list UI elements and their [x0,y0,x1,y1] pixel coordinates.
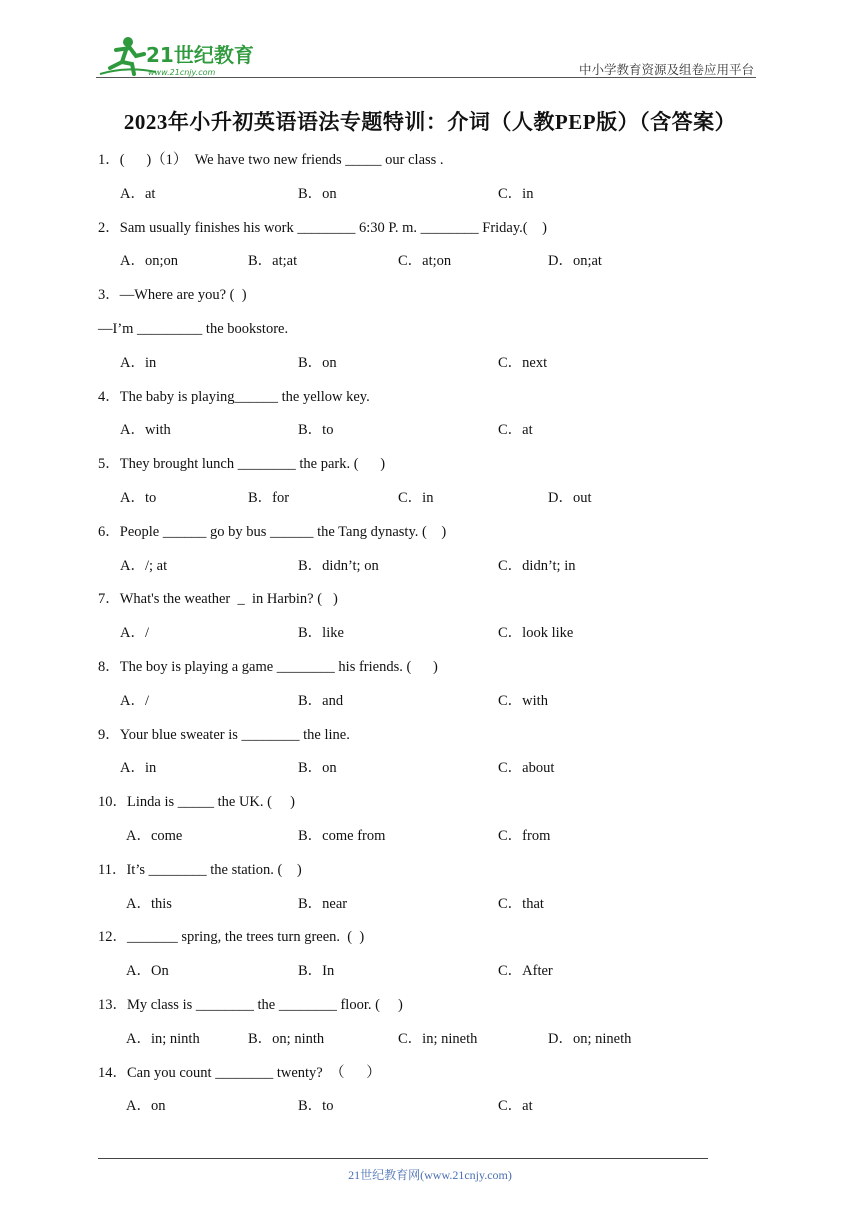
question-text: 1．( )（1） We have two new friends _____ our class . [98,152,444,168]
question-line [98,522,718,556]
question-line [98,218,718,252]
answer-option: B．come from [298,827,386,844]
question-line [98,657,718,691]
answer-option: A．this [126,895,172,912]
footer-source: 21世纪教育网(www.21cnjy.com) [348,1168,512,1182]
answer-option: B．at;at [248,253,298,270]
options-line [98,556,718,590]
question-text: 9．Your blue sweater is ________ the line. [98,726,350,743]
question-line [98,589,718,623]
answer-option: A．with [120,422,171,439]
question-text: 13．My class is ________ the ________ floor. ( ) [98,996,403,1013]
answer-option: A．come [126,827,183,844]
question-text: 4．The baby is playing______ the yellow key. [98,388,370,405]
options-line [98,420,718,454]
answer-option: B．to [298,1098,334,1115]
logo-url: www.21cnjy.com [148,68,216,77]
answer-option: C．look like [498,625,574,642]
logo-text: 21世纪教育 [146,43,254,67]
answer-option: C．that [498,895,544,912]
answer-option: A．/ [120,625,149,642]
answer-option: A．on [126,1098,166,1115]
question-line [98,454,718,488]
answer-option: B．on [298,185,337,202]
question-text: 10．Linda is _____ the UK. ( ) [98,794,295,811]
answer-option: C．from [498,827,551,844]
answer-option: B．to [298,422,334,439]
question-line [98,1063,718,1097]
answer-option: C．After [498,963,553,980]
answer-option: B．didn’t; on [298,557,379,574]
answer-option: A．/; at [120,557,168,574]
answer-option: B．like [298,625,344,642]
answer-option: A．at [120,185,156,202]
site-logo [96,34,266,78]
answer-option: C．at;on [398,253,452,270]
question-text: 7．What's the weather _ in Harbin? ( ) [98,591,338,608]
question-text: —I’m _________ the bookstore. [98,320,289,337]
question-line [98,150,718,184]
options-line [98,758,718,792]
options-line [98,1096,718,1130]
answer-option: C．in [398,489,434,506]
answer-option: B．on [298,760,337,777]
question-line [98,285,718,319]
answer-option: A．on;on [120,253,178,270]
answer-option: C．with [498,692,548,709]
answer-option: A．to [120,489,157,506]
question-list [98,150,718,1130]
runner-logo-icon [96,34,266,78]
answer-option: B．near [298,895,348,912]
options-line [98,691,718,725]
question-line [98,860,718,894]
options-line [98,826,718,860]
footer-divider [98,1158,708,1159]
answer-option: B．on [298,354,337,371]
answer-option: A．/ [120,692,149,709]
question-text: 2．Sam usually finishes his work ________ 6:30 P. m. ________ Friday.( ) [98,219,547,236]
question-text: 14．Can you count ________ twenty? （ ） [98,1064,381,1081]
answer-option: A．On [126,963,169,980]
question-text: 11．It’s ________ the station. ( ) [98,861,302,878]
answer-option: B．for [248,489,290,506]
answer-option: C．at [498,1098,533,1115]
answer-option: A．in; ninth [126,1030,200,1047]
question-text: 6．People ______ go by bus ______ the Tang dynasty. ( ) [98,523,447,540]
options-line [98,623,718,657]
document-title: 2023年小升初英语语法专题特训：介词（人教PEP版）（含答案） [123,110,737,134]
options-line [98,961,718,995]
question-line [98,792,718,826]
answer-option: D．on;at [548,253,602,270]
header-divider [96,77,756,78]
answer-option: C．at [498,422,533,439]
options-line [98,184,718,218]
question-text: 12．_______ spring, the trees turn green. ( ) [98,929,365,946]
question-line [98,995,718,1029]
question-line [98,725,718,759]
answer-option: D．on; nineth [548,1030,632,1047]
options-line [98,1029,718,1063]
options-line [98,251,718,285]
answer-option: B．In [298,963,335,980]
answer-option: D．out [548,489,592,506]
question-line [98,319,718,353]
question-line [98,927,718,961]
question-text: 3．—Where are you? ( ) [98,287,247,304]
answer-option: C．in [498,185,534,202]
question-text: 5．They brought lunch ________ the park. ( ) [98,456,386,473]
answer-option: A．in [120,354,157,371]
header-platform-text: 中小学教育资源及组卷应用平台 [578,63,754,77]
answer-option: A．in [120,760,157,777]
options-line [98,353,718,387]
question-text: 8．The boy is playing a game ________ his friends. ( ) [98,658,438,675]
options-line [98,894,718,928]
answer-option: B．on; ninth [248,1030,325,1047]
answer-option: C．didn’t; in [498,557,576,574]
options-line [98,488,718,522]
answer-option: C．next [498,354,548,371]
answer-option: C．about [498,760,555,777]
answer-option: B．and [298,692,344,709]
answer-option: C．in; nineth [398,1030,478,1047]
question-line [98,387,718,421]
